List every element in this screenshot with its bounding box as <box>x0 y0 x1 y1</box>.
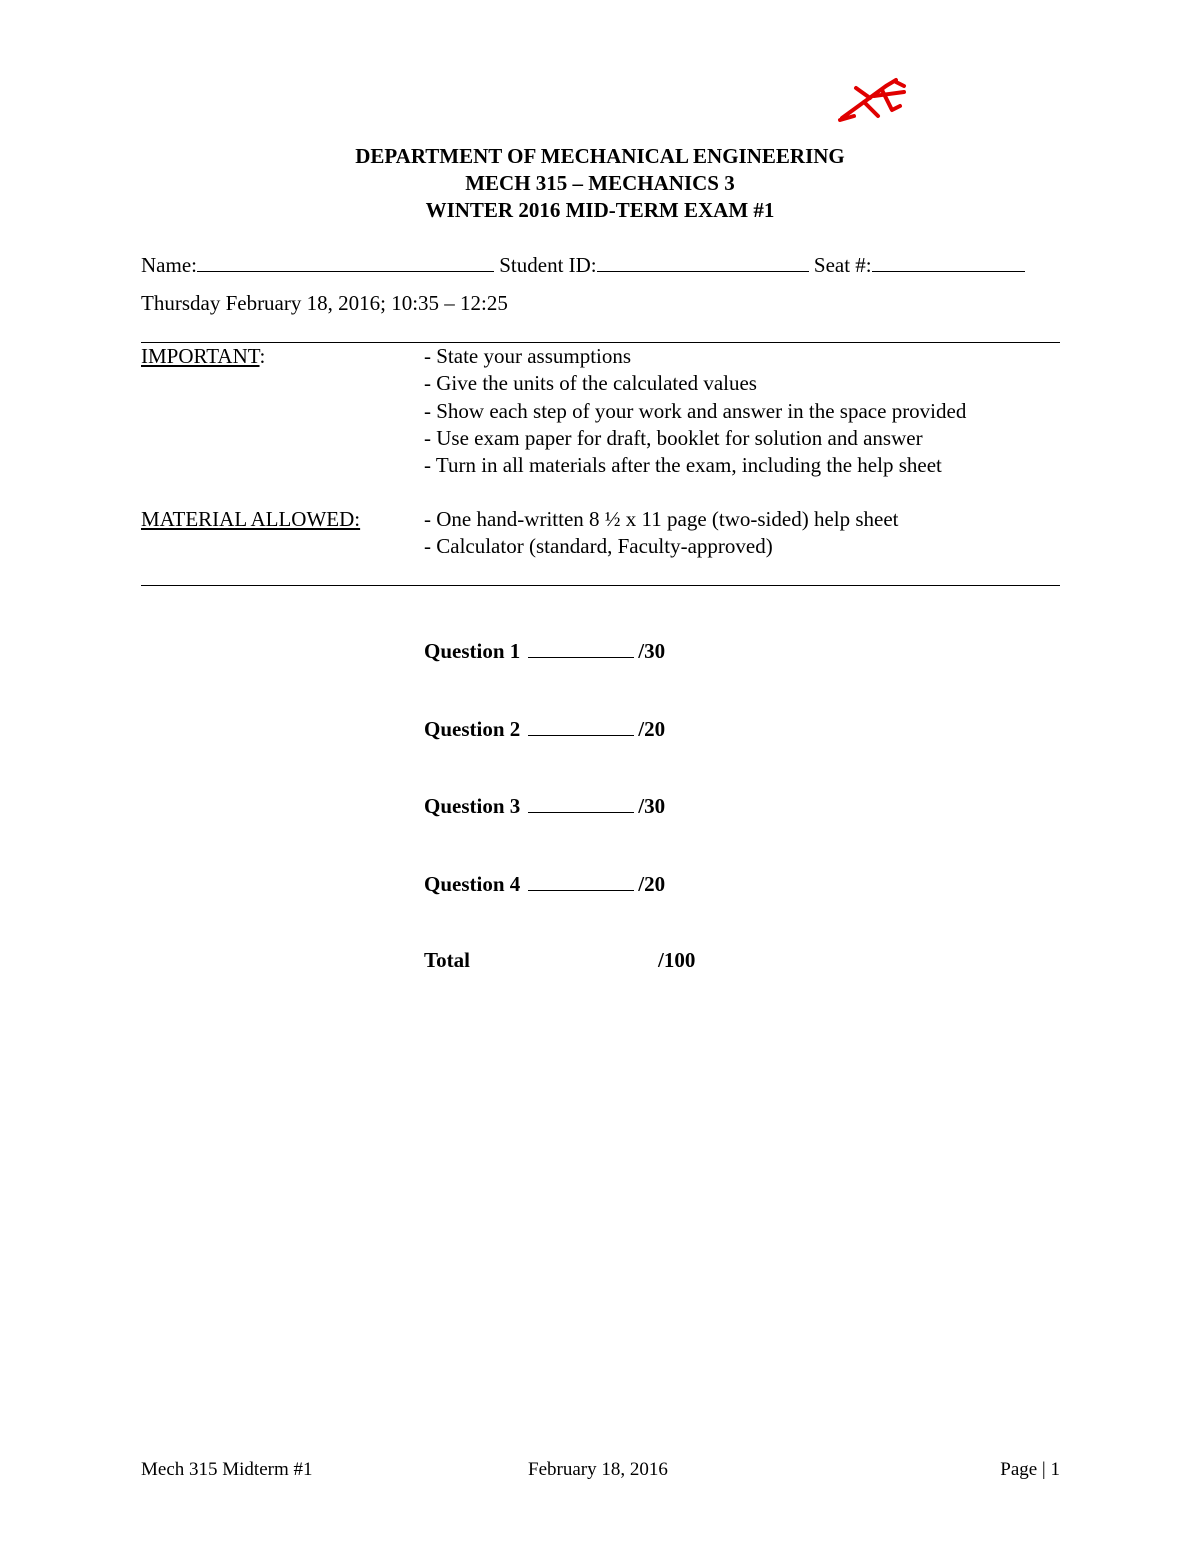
footer-page-number: Page | 1 <box>1000 1459 1060 1480</box>
name-blank[interactable] <box>197 251 494 272</box>
seat-label: Seat #: <box>813 253 872 277</box>
seat-blank[interactable] <box>872 251 1025 272</box>
score-blank[interactable] <box>528 637 634 658</box>
exam-title: WINTER 2016 MID-TERM EXAM #1 <box>425 198 775 222</box>
bottom-divider <box>141 585 1060 586</box>
list-item: - Give the units of the calculated values <box>424 371 757 396</box>
question-max-score: /30 <box>638 794 666 818</box>
material-allowed-label-text: MATERIAL ALLOWED: <box>141 507 361 531</box>
student-id-label: Student ID: <box>499 253 597 277</box>
course-title: MECH 315 – MECHANICS 3 <box>465 171 735 195</box>
question-max-score: /20 <box>638 716 666 741</box>
exam-header <box>0 143 1200 224</box>
question-max-score: /30 <box>638 639 666 663</box>
question-label: Question 4 <box>424 871 521 896</box>
important-label-text: IMPORTANT <box>141 344 260 368</box>
list-item: - One hand-written 8 ½ x 11 page (two-sided) help sheet <box>424 507 899 531</box>
important-label-colon: : <box>259 344 266 368</box>
footer-date: February 18, 2016 <box>528 1459 668 1480</box>
student-info-fields <box>141 251 1025 278</box>
question-label: Question 2 <box>424 716 521 741</box>
score-row-question-1 <box>424 637 665 715</box>
score-blank[interactable] <box>528 715 634 736</box>
exam-date-time: Thursday February 18, 2016; 10:35 – 12:25 <box>141 291 508 315</box>
score-table <box>424 637 696 974</box>
list-item: - Turn in all materials after the exam, including the help sheet <box>424 453 942 478</box>
list-item: - Calculator (standard, Faculty-approved) <box>424 534 773 559</box>
name-label: Name: <box>141 253 197 277</box>
list-item: - Show each step of your work and answer in the space provided <box>424 398 967 423</box>
total-label: Total <box>424 948 470 972</box>
question-label: Question 3 <box>424 794 521 818</box>
score-row-question-4 <box>424 870 665 948</box>
score-row-question-3 <box>424 792 665 870</box>
important-label <box>141 343 265 370</box>
score-blank[interactable] <box>528 870 634 891</box>
important-list <box>424 343 966 479</box>
question-max-score: /20 <box>638 871 666 896</box>
score-row-question-2 <box>424 715 665 793</box>
handwritten-star-mark <box>834 76 914 126</box>
student-id-blank[interactable] <box>597 251 809 272</box>
total-max-score: /100 <box>658 948 696 972</box>
question-label: Question 1 <box>424 639 521 663</box>
score-row-total <box>424 947 696 974</box>
score-blank[interactable] <box>528 792 634 813</box>
list-item: - State your assumptions <box>424 344 632 368</box>
list-item: - Use exam paper for draft, booklet for solution and answer <box>424 425 923 450</box>
material-allowed-label <box>141 506 360 533</box>
footer-course: Mech 315 Midterm #1 <box>141 1459 313 1480</box>
department-title: DEPARTMENT OF MECHANICAL ENGINEERING <box>355 144 845 168</box>
material-list <box>424 506 899 561</box>
